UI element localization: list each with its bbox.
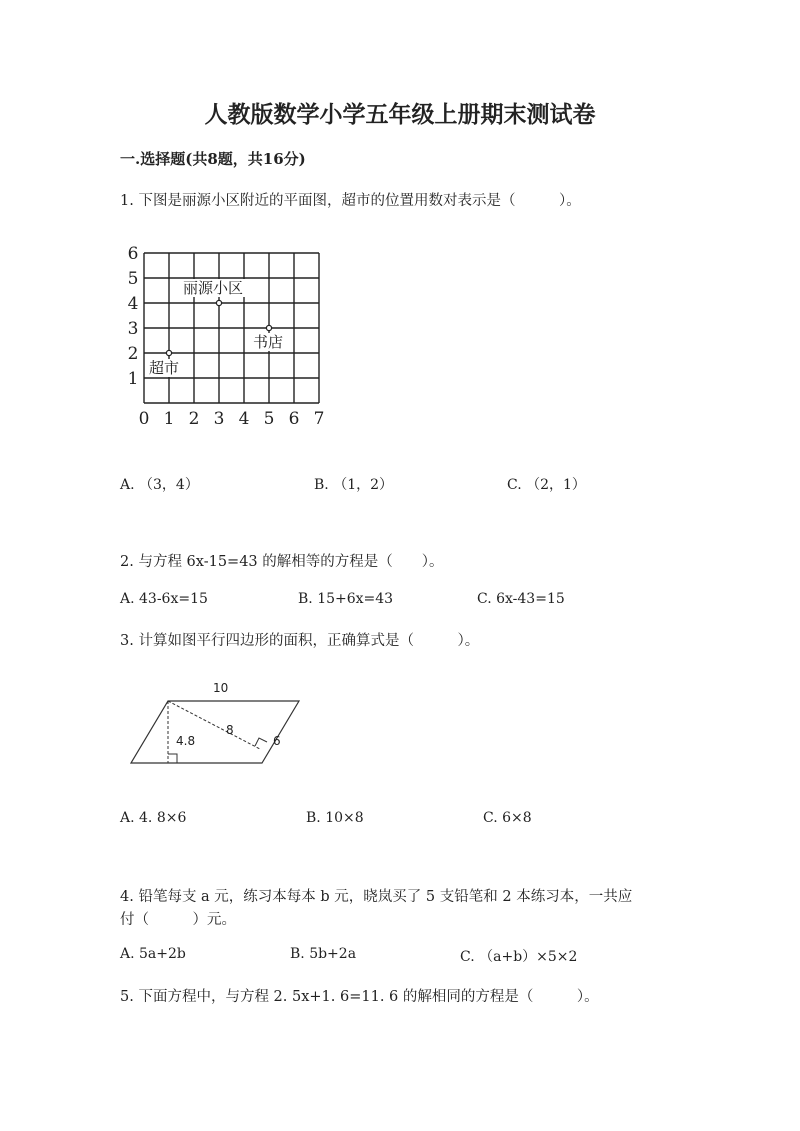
question-4-line-1: 4. 铅笔每支 a 元，练习本每本 b 元，晓岚买了 5 支铅笔和 2 本练习本，一共应 xyxy=(120,889,633,905)
height-label: 4.8 xyxy=(176,734,196,748)
q2-option-a: A. 43-6x=15 xyxy=(120,591,208,607)
x-tick-label: 0 xyxy=(138,409,150,429)
q1-option-b: B. （1，2） xyxy=(314,477,394,493)
top-side-label: 10 xyxy=(213,681,229,695)
question-1-text: 1. 下图是丽源小区附近的平面图，超市的位置用数对表示是（ ）。 xyxy=(120,193,581,209)
x-tick-label: 2 xyxy=(188,409,200,429)
x-tick-label: 7 xyxy=(313,409,325,429)
parallelogram-figure xyxy=(122,676,312,771)
x-tick-label: 5 xyxy=(263,409,275,429)
coordinate-grid-figure xyxy=(118,236,348,436)
grid-point-label: 丽源小区 xyxy=(183,279,244,297)
x-tick-labels xyxy=(139,409,325,429)
q3-option-c: C. 6×8 xyxy=(483,810,532,826)
grid-point-label: 书店 xyxy=(253,333,284,351)
q2-option-c: C. 6x-43=15 xyxy=(477,591,565,607)
q1-option-a: A. （3，4） xyxy=(120,477,199,493)
x-tick-label: 1 xyxy=(163,409,175,429)
diagonal-height-label: 8 xyxy=(226,723,234,737)
y-tick-label: 5 xyxy=(127,269,139,289)
question-3-text: 3. 计算如图平行四边形的面积，正确算式是（ ）。 xyxy=(120,633,480,649)
section-heading: 一.选择题(共8题，共16分) xyxy=(120,150,306,168)
x-tick-label: 6 xyxy=(288,409,300,429)
grid-point-label: 超市 xyxy=(149,359,180,377)
y-tick-labels xyxy=(128,244,139,389)
q3-option-b: B. 10×8 xyxy=(306,810,364,826)
question-2-text: 2. 与方程 6x-15=43 的解相等的方程是（ ）。 xyxy=(120,554,444,570)
q4-option-a: A. 5a+2b xyxy=(120,946,186,962)
y-tick-label: 3 xyxy=(127,319,139,339)
q3-option-a: A. 4. 8×6 xyxy=(120,810,187,826)
right-angle-mark-side xyxy=(255,738,267,746)
x-tick-label: 3 xyxy=(213,409,225,429)
y-tick-label: 6 xyxy=(127,244,139,264)
grid-point-marker xyxy=(166,350,171,355)
y-tick-label: 4 xyxy=(127,294,139,314)
right-angle-mark-bottom xyxy=(168,754,177,763)
grid-point-marker xyxy=(216,300,221,305)
q2-option-b: B. 15+6x=43 xyxy=(298,591,394,607)
q4-option-c: C. （a+b）×5×2 xyxy=(460,949,578,965)
y-tick-label: 2 xyxy=(127,344,139,364)
x-tick-label: 4 xyxy=(238,409,250,429)
page-title: 人教版数学小学五年级上册期末测试卷 xyxy=(204,101,596,128)
parallelogram-shape xyxy=(131,701,299,763)
question-5-text: 5. 下面方程中，与方程 2. 5x+1. 6=11. 6 的解相同的方程是（ ）。 xyxy=(120,989,599,1005)
q1-option-c: C. （2，1） xyxy=(507,477,586,493)
grid-point-marker xyxy=(266,325,271,330)
grid-lines xyxy=(144,253,319,403)
q4-option-b: B. 5b+2a xyxy=(290,946,357,962)
y-tick-label: 1 xyxy=(127,369,139,389)
question-4-line-2: 付（ ）元。 xyxy=(120,912,236,928)
right-side-label: 6 xyxy=(273,734,281,748)
